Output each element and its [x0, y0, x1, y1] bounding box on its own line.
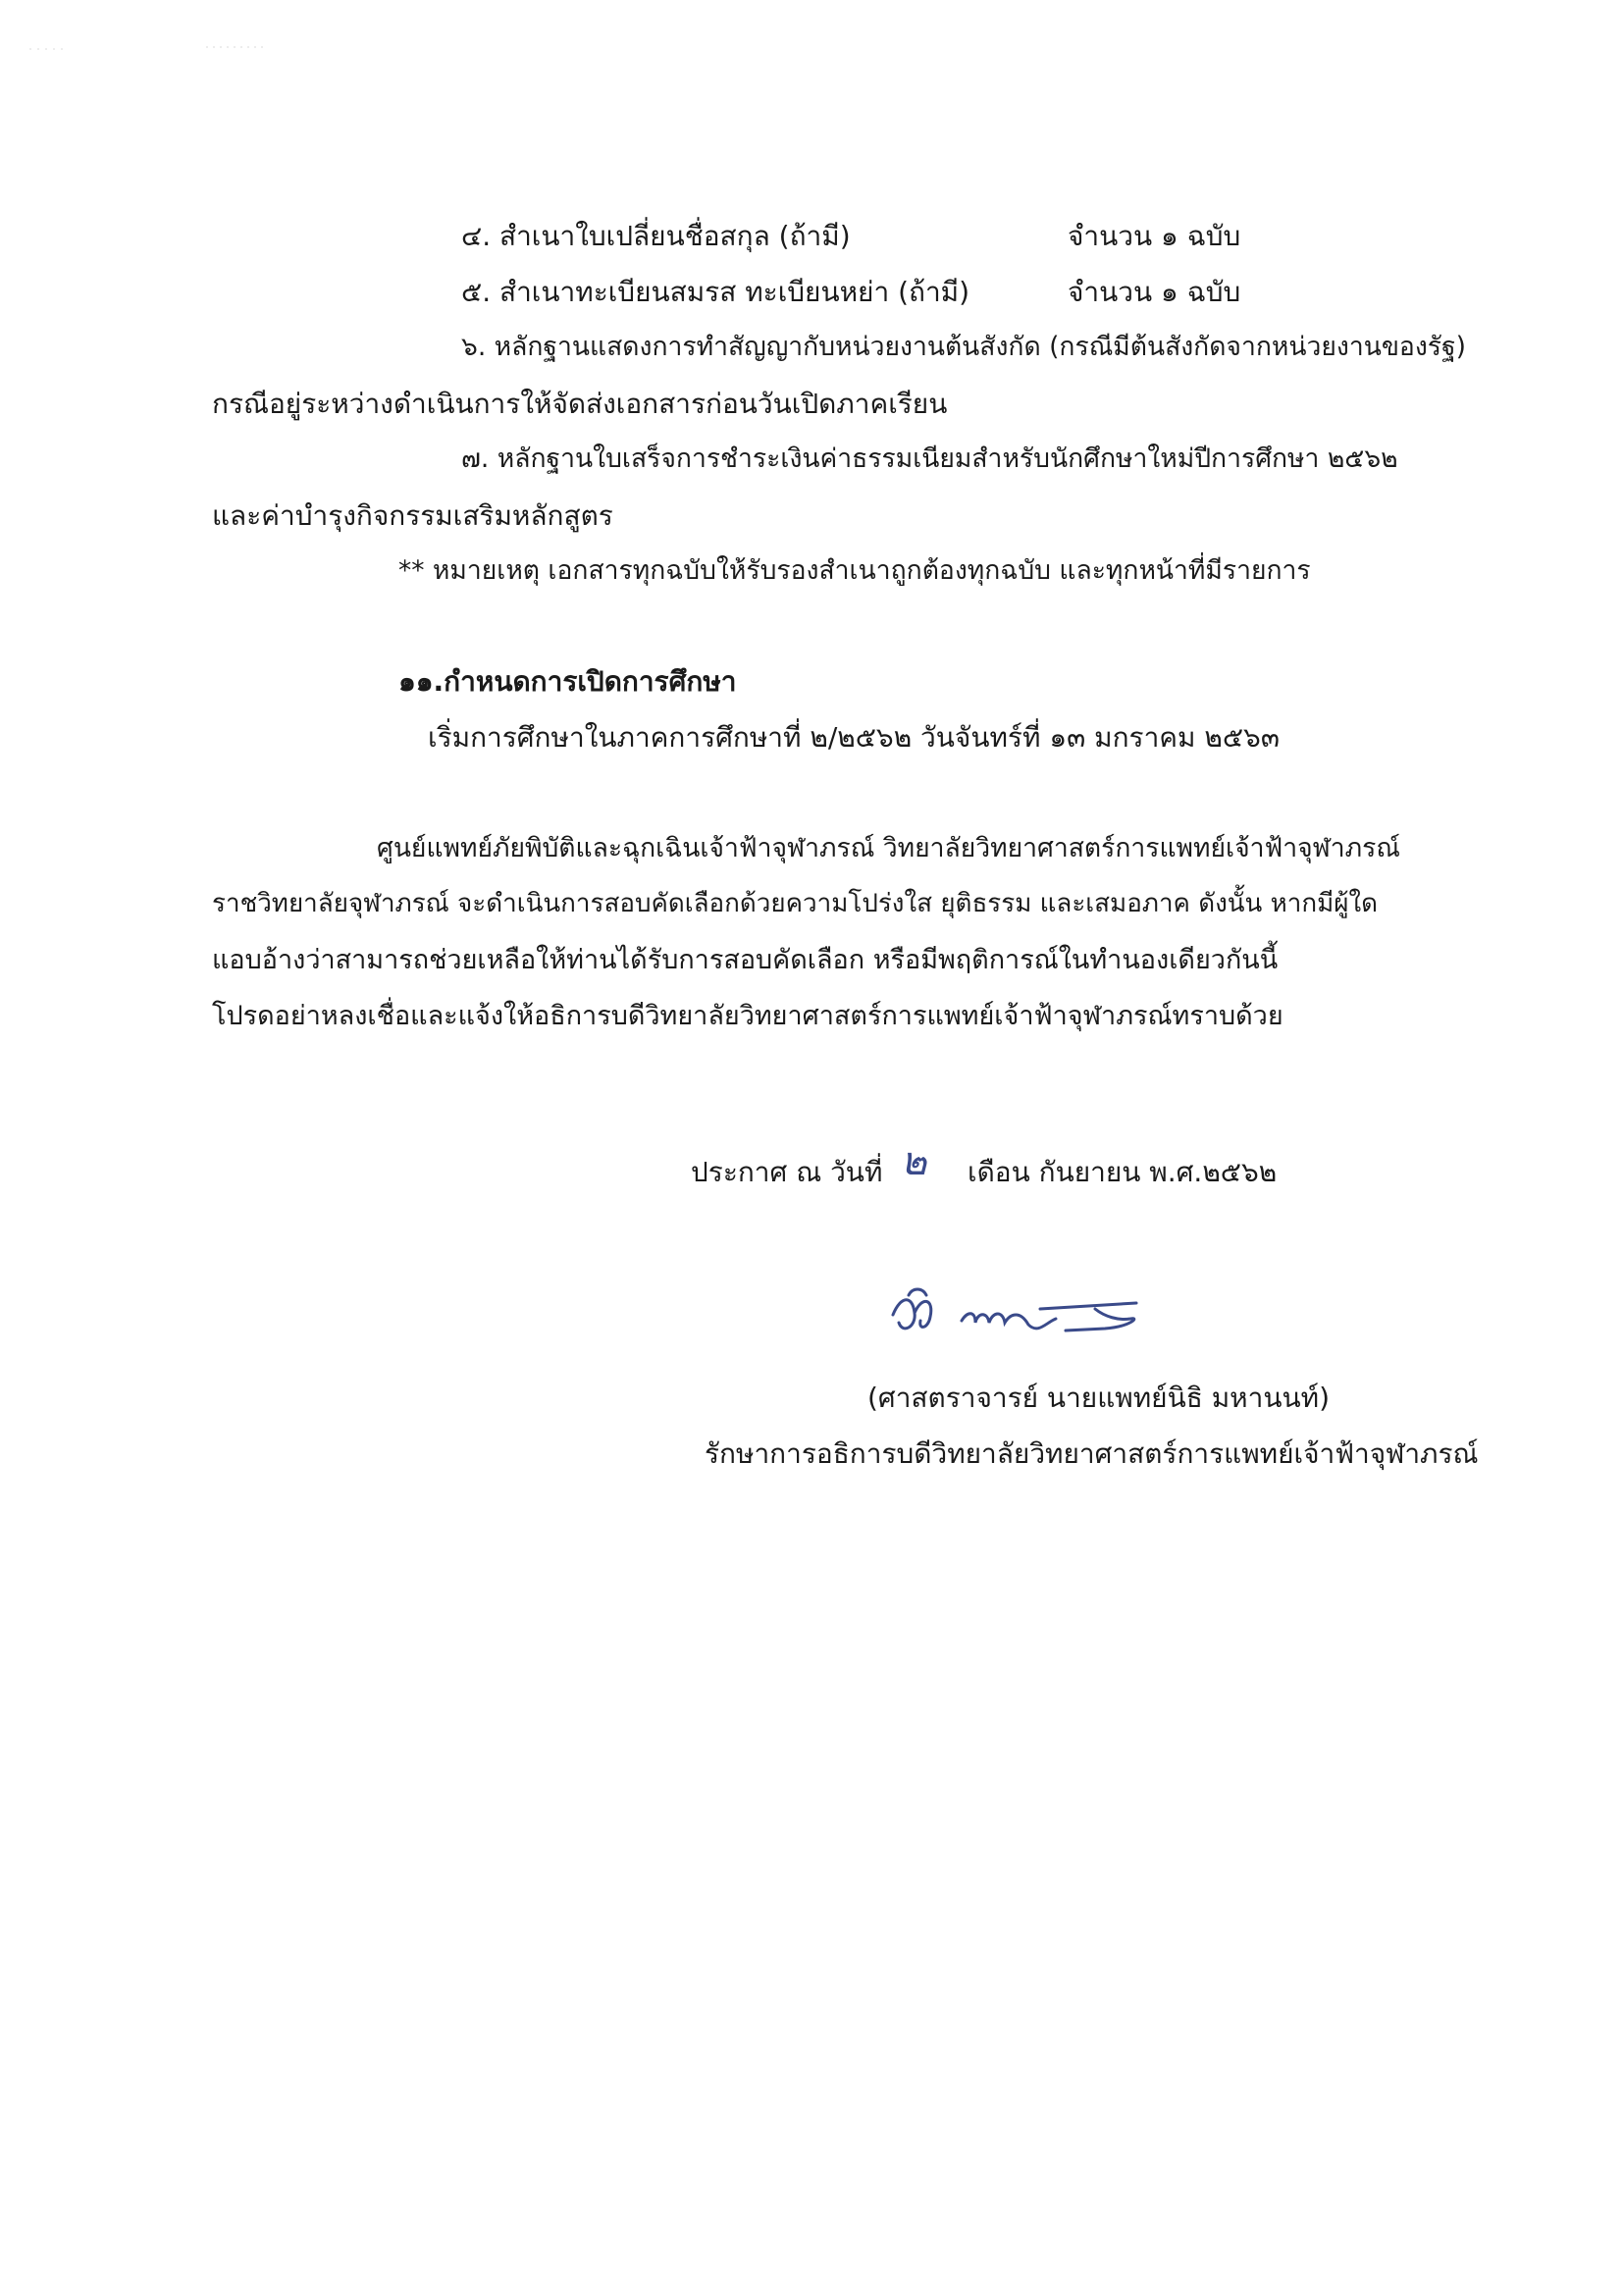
signatory-position: รักษาการอธิการบดีวิทยาลัยวิทยาศาสตร์การแพทย์เจ้าฟ้าจุฬาภรณ์ — [705, 1437, 1479, 1470]
item-4-quantity: จำนวน ๑ ฉบับ — [1068, 220, 1241, 252]
item-5-text: ๕. สำเนาทะเบียนสมรส ทะเบียนหย่า (ถ้ามี) — [461, 276, 970, 308]
document-note: ** หมายเหตุ เอกสารทุกฉบับให้รับรองสำเนาถูกต้องทุกฉบับ และทุกหน้าที่มีรายการ — [398, 555, 1311, 586]
signatory-name: (ศาสตราจารย์ นายแพทย์นิธิ มหานนท์) — [867, 1382, 1330, 1414]
item-4-text: ๔. สำเนาใบเปลี่ยนชื่อสกุล (ถ้ามี) — [461, 220, 851, 252]
handwritten-signature — [873, 1266, 1168, 1354]
scan-artifact — [29, 39, 285, 59]
item-5-quantity: จำนวน ๑ ฉบับ — [1068, 276, 1241, 308]
section-11-heading: ๑๑.กำหนดการเปิดการศึกษา — [398, 665, 737, 698]
announcement-prefix: ประกาศ ณ วันที่ — [691, 1156, 883, 1188]
paragraph-line-1: ศูนย์แพทย์ภัยพิบัติและฉุกเฉินเจ้าฟ้าจุฬาภรณ์ วิทยาลัยวิทยาศาสตร์การแพทย์เจ้าฟ้าจุฬาภรณ์ — [377, 833, 1400, 863]
item-6-line-2: กรณีอยู่ระหว่างดำเนินการให้จัดส่งเอกสารก่อนวันเปิดภาคเรียน — [212, 388, 948, 420]
paragraph-line-4: โปรดอย่าหลงเชื่อและแจ้งให้อธิการบดีวิทยาลัยวิทยาศาสตร์การแพทย์เจ้าฟ้าจุฬาภรณ์ทราบด้วย — [212, 1001, 1283, 1031]
paragraph-line-2: ราชวิทยาลัยจุฬาภรณ์ จะดำเนินการสอบคัดเลือกด้วยความโปร่งใส ยุติธรรม และเสมอภาค ดังนั้น หากมีผู้ใด — [212, 889, 1379, 918]
item-7-line-1: ๗. หลักฐานใบเสร็จการชำระเงินค่าธรรมเนียมสำหรับนักศึกษาใหม่ปีการศึกษา ๒๕๖๒ — [461, 444, 1398, 474]
announcement-suffix: เดือน กันยายน พ.ศ.๒๕๖๒ — [968, 1156, 1278, 1188]
item-7-line-2: และค่าบำรุงกิจกรรมเสริมหลักสูตร — [212, 499, 613, 532]
item-6-line-1: ๖. หลักฐานแสดงการทำสัญญากับหน่วยงานต้นสังกัด (กรณีมีต้นสังกัดจากหน่วยงานของรัฐ) — [461, 332, 1466, 362]
announcement-day: ๒ — [901, 1139, 927, 1184]
paragraph-line-3: แอบอ้างว่าสามารถช่วยเหลือให้ท่านได้รับการสอบคัดเลือก หรือมีพฤติการณ์ในทำนองเดียวกันนี้ — [212, 945, 1279, 975]
section-11-detail: เริ่มการศึกษาในภาคการศึกษาที่ ๒/๒๕๖๒ วันจันทร์ที่ ๑๓ มกราคม ๒๕๖๓ — [428, 721, 1280, 754]
